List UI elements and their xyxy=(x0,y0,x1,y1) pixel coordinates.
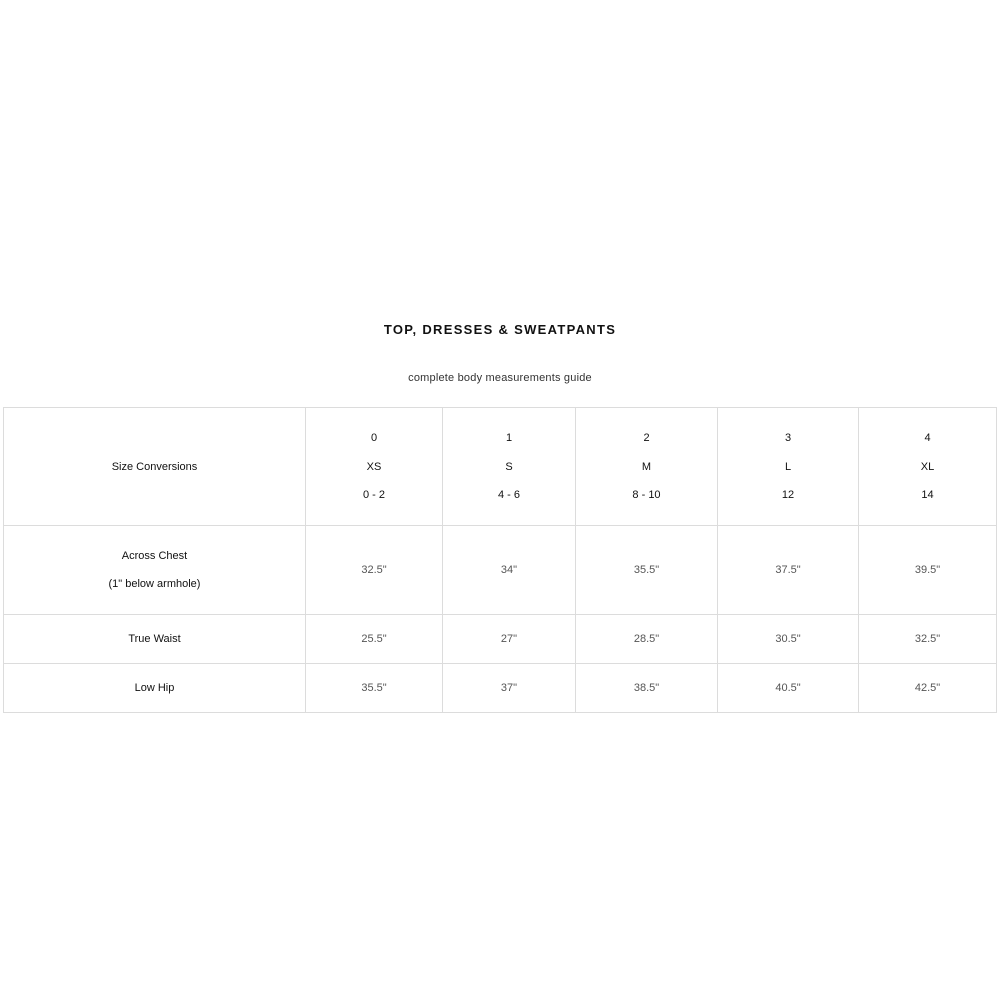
size-letter: L xyxy=(784,460,792,473)
measurement-cell: 34" xyxy=(443,526,576,615)
size-us-range: 8 - 10 xyxy=(632,489,661,501)
size-letter: XS xyxy=(366,460,382,473)
size-column-header xyxy=(576,408,718,526)
row-label-text: Across Chest xyxy=(121,549,188,562)
measurement-cell: 27" xyxy=(443,615,576,664)
measurement-cell: 42.5" xyxy=(859,664,997,713)
page-title: TOP, DRESSES & SWEATPANTS xyxy=(383,322,617,337)
size-us-range: 0 - 2 xyxy=(362,489,385,501)
size-number: 0 xyxy=(370,432,378,444)
row-label-text: Size Conversions xyxy=(111,460,198,473)
measurement-row-low-hip xyxy=(4,664,997,713)
row-label-true-waist xyxy=(4,615,306,664)
measurement-cell: 39.5" xyxy=(859,526,997,615)
row-label-across-chest xyxy=(4,526,306,615)
row-label-text: True Waist xyxy=(128,633,181,645)
measurement-cell: 38.5" xyxy=(576,664,718,713)
size-column-header xyxy=(859,408,997,526)
measurement-cell: 28.5" xyxy=(576,615,718,664)
page-subtitle: complete body measurements guide xyxy=(408,372,592,384)
size-column-header xyxy=(306,408,443,526)
measurement-cell: 30.5" xyxy=(718,615,859,664)
size-letter: S xyxy=(505,460,513,473)
size-chart-table xyxy=(3,407,997,713)
size-letter: XL xyxy=(920,460,935,473)
size-number: 2 xyxy=(643,432,650,444)
size-conversion-row xyxy=(4,408,997,526)
size-us-range: 14 xyxy=(921,489,934,501)
size-number: 4 xyxy=(924,432,931,444)
measurement-cell: 32.5" xyxy=(306,526,443,615)
measurement-row-true-waist xyxy=(4,615,997,664)
row-label-low-hip xyxy=(4,664,306,713)
row-label-note: (1" below armhole) xyxy=(108,578,201,591)
measurement-cell: 35.5" xyxy=(576,526,718,615)
size-number: 3 xyxy=(784,432,792,444)
size-us-range: 4 - 6 xyxy=(497,489,520,501)
size-number: 1 xyxy=(505,432,513,444)
measurement-cell: 32.5" xyxy=(859,615,997,664)
measurement-cell: 37" xyxy=(443,664,576,713)
size-column-header xyxy=(718,408,859,526)
row-label-size-conversions xyxy=(4,408,306,526)
size-letter: M xyxy=(641,460,652,473)
size-column-header xyxy=(443,408,576,526)
measurement-cell: 40.5" xyxy=(718,664,859,713)
measurement-row-across-chest xyxy=(4,526,997,615)
measurement-cell: 37.5" xyxy=(718,526,859,615)
measurement-cell: 25.5" xyxy=(306,615,443,664)
size-us-range: 12 xyxy=(781,489,795,501)
row-label-text: Low Hip xyxy=(134,682,175,694)
measurement-cell: 35.5" xyxy=(306,664,443,713)
